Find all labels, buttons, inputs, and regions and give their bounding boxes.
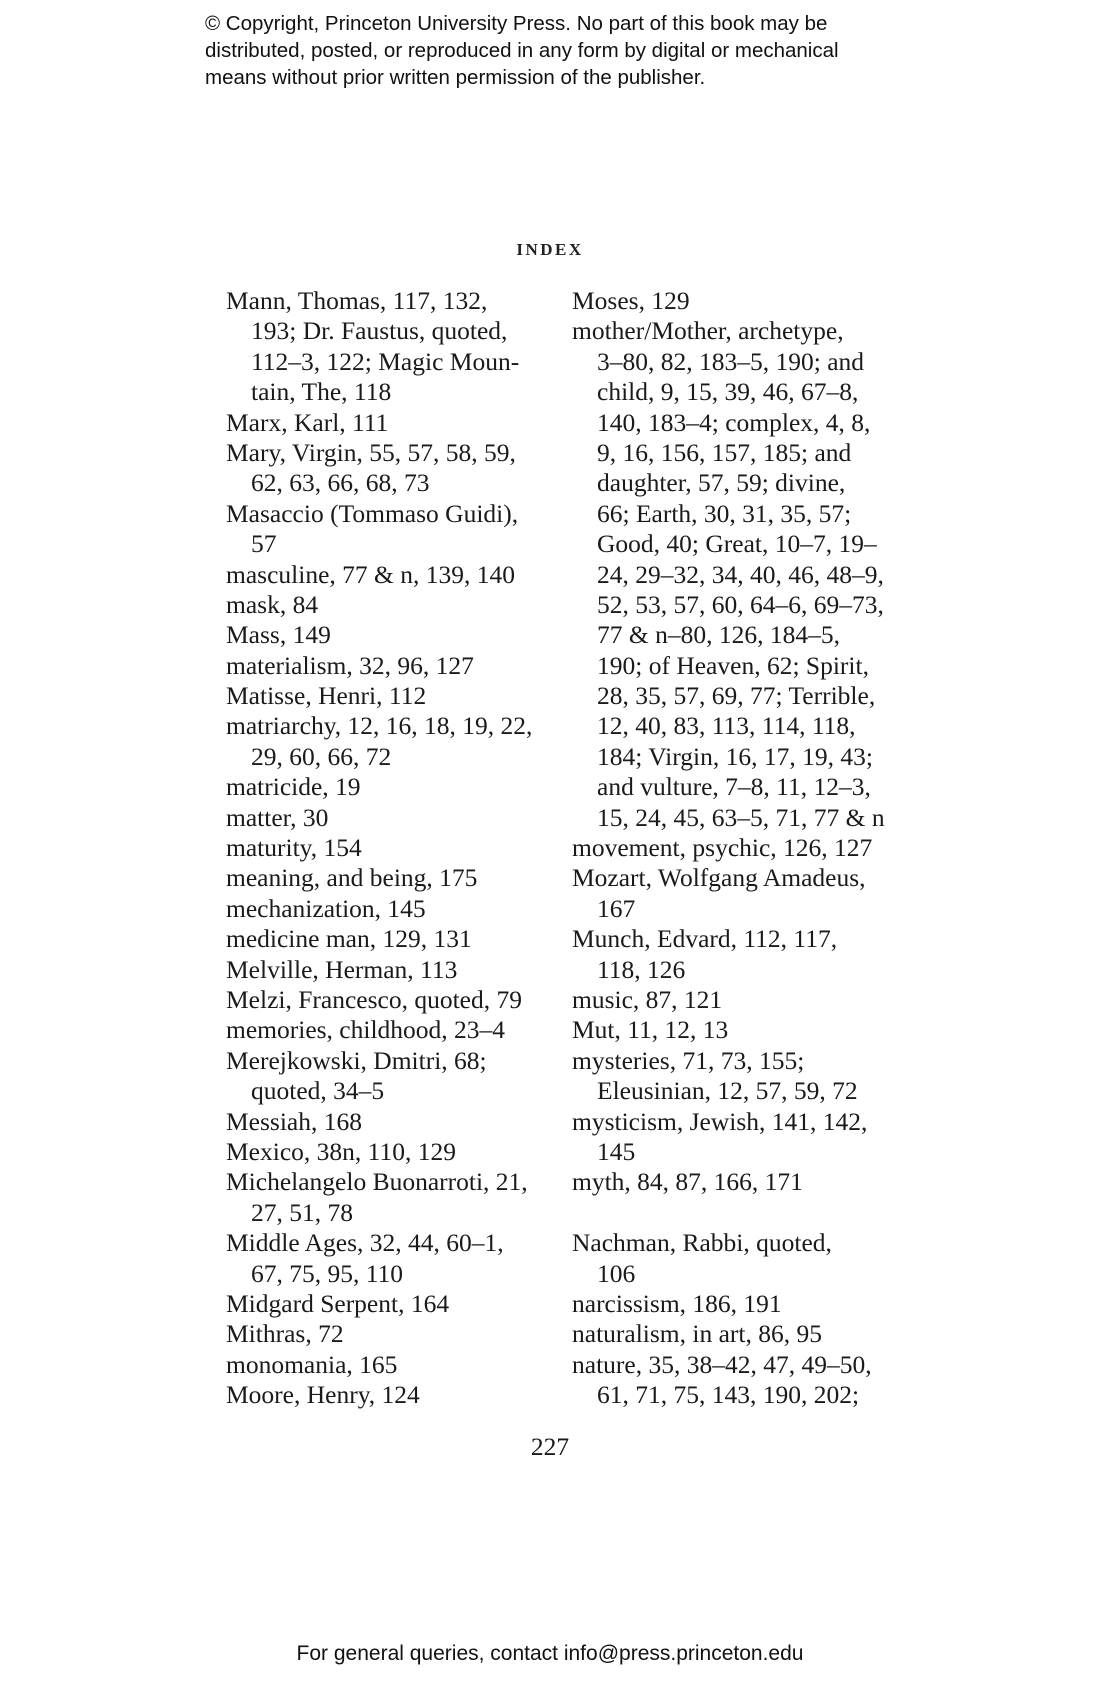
copyright-line: means without prior written permission of the publisher. [205, 66, 706, 89]
index-entry-line: narcissism, 186, 191 [572, 1288, 782, 1318]
index-subentry-line: and vulture, 7–8, 11, 12–3, [597, 772, 871, 802]
index-subentry-line: Good, 40; Great, 10–7, 19– [597, 529, 877, 559]
index-subentry-line: tain, The, 118 [251, 377, 392, 407]
index-column-left [226, 286, 566, 1410]
index-entry-line: naturalism, in art, 86, 95 [572, 1319, 822, 1349]
index-entry-line: Middle Ages, 32, 44, 60–1, [226, 1228, 504, 1258]
index-subentry-line: 66; Earth, 30, 31, 35, 57; [597, 498, 852, 528]
index-entry-line: Michelangelo Buonarroti, 21, [226, 1167, 528, 1197]
index-subentry-line: 3–80, 82, 183–5, 190; and [597, 346, 865, 376]
index-subentry-line: 112–3, 122; Magic Moun- [251, 346, 520, 376]
index-subentry-line: 24, 29–32, 34, 40, 46, 48–9, [597, 559, 884, 589]
index-entry-line: Matisse, Henri, 112 [226, 681, 427, 711]
index-entry-line: Midgard Serpent, 164 [226, 1288, 450, 1318]
index-subentry-line: 190; of Heaven, 62; Spirit, [597, 650, 869, 680]
index-entry-line: nature, 35, 38–42, 47, 49–50, [572, 1349, 872, 1379]
index-entry-line: monomania, 165 [226, 1349, 398, 1379]
index-entry-line: Mass, 149 [226, 620, 331, 650]
index-subentry-line: 61, 71, 75, 143, 190, 202; [597, 1380, 860, 1410]
index-subentry-line: 145 [597, 1136, 636, 1166]
index-entry-line: mechanization, 145 [226, 893, 426, 923]
index-entry-line: matriarchy, 12, 16, 18, 19, 22, [226, 711, 533, 741]
index-subentry-line: 15, 24, 45, 63–5, 71, 77 & n [597, 802, 885, 832]
index-entry-line: Mary, Virgin, 55, 57, 58, 59, [226, 437, 516, 467]
index-entry-line: mysticism, Jewish, 141, 142, [572, 1106, 868, 1136]
index-subentry-line: 77 & n–80, 126, 184–5, [597, 620, 840, 650]
index-entry-line: Nachman, Rabbi, quoted, [572, 1228, 832, 1258]
index-subentry-line: 167 [597, 893, 636, 923]
index-subentry-line: 184; Virgin, 16, 17, 19, 43; [597, 741, 873, 771]
index-entry-line: Merejkowski, Dmitri, 68; [226, 1045, 487, 1075]
index-subentry-line: child, 9, 15, 39, 46, 67–8, [597, 377, 859, 407]
index-entry-line: Mut, 11, 12, 13 [572, 1015, 729, 1045]
index-subentry-line: 67, 75, 95, 110 [251, 1258, 404, 1288]
page-title: INDEX [516, 240, 584, 259]
index-entry-line: medicine man, 129, 131 [226, 924, 472, 954]
copyright-line: distributed, posted, or reproduced in any form by digital or mechanical [205, 39, 839, 62]
index-entry-line: Moore, Henry, 124 [226, 1380, 420, 1410]
index-subentry-line: 12, 40, 83, 113, 114, 118, [597, 711, 856, 741]
index-entry-line [572, 1198, 912, 1228]
index-subentry-line: 52, 53, 57, 60, 64–6, 69–73, [597, 589, 884, 619]
copyright-line: © Copyright, Princeton University Press. No part of this book may be [205, 12, 828, 35]
page-number: 227 [530, 1432, 570, 1461]
copyright-notice [205, 10, 925, 91]
index-entry-line: movement, psychic, 126, 127 [572, 833, 873, 863]
index-entry-line: memories, childhood, 23–4 [226, 1015, 506, 1045]
index-entry-line: music, 87, 121 [572, 984, 723, 1014]
index-subentry-line: Eleusinian, 12, 57, 59, 72 [597, 1076, 858, 1106]
index-entry-line: Marx, Karl, 111 [226, 407, 389, 437]
index-subentry-line: 29, 60, 66, 72 [251, 741, 392, 771]
index-entry-line: Munch, Edvard, 112, 117, [572, 924, 838, 954]
index-subentry-line: 9, 16, 156, 157, 185; and [597, 437, 852, 467]
index-subentry-line: 62, 63, 66, 68, 73 [251, 468, 430, 498]
index-entry-line: mask, 84 [226, 589, 319, 619]
index-entry-line: Mann, Thomas, 117, 132, [226, 286, 488, 315]
index-entry-line: matter, 30 [226, 802, 329, 832]
index-subentry-line: 27, 51, 78 [251, 1197, 353, 1227]
index-entry-line: Melville, Herman, 113 [226, 954, 458, 984]
contact-footer: For general queries, contact info@press.princeton.edu [296, 1642, 804, 1665]
index-entry-line: Mithras, 72 [226, 1319, 344, 1349]
index-entry-line: Melzi, Francesco, quoted, 79 [226, 984, 523, 1014]
index-entry-line: Messiah, 168 [226, 1106, 362, 1136]
index-subentry-line: quoted, 34–5 [251, 1076, 385, 1106]
index-entry-line: Masaccio (Tommaso Guidi), [226, 498, 519, 528]
index-entry-line: masculine, 77 & n, 139, 140 [226, 559, 515, 589]
index-entry-line: maturity, 154 [226, 833, 362, 863]
index-subentry-line: 57 [251, 529, 277, 559]
index-subentry-line: 28, 35, 57, 69, 77; Terrible, [597, 681, 876, 711]
index-entry-line: materialism, 32, 96, 127 [226, 650, 474, 680]
index-subentry-line: 193; Dr. Faustus, quoted, [251, 316, 508, 346]
index-entry-line: Moses, 129 [572, 286, 690, 315]
index-entry-line: myth, 84, 87, 166, 171 [572, 1167, 803, 1197]
index-entry-line: matricide, 19 [226, 772, 361, 802]
index-entry-line: Mozart, Wolfgang Amadeus, [572, 863, 866, 893]
index-subentry-line: 140, 183–4; complex, 4, 8, [597, 407, 871, 437]
index-entry-line: mysteries, 71, 73, 155; [572, 1045, 805, 1075]
index-subentry-line: 118, 126 [597, 954, 686, 984]
index-subentry-line: 106 [597, 1258, 636, 1288]
index-entry-line: Mexico, 38n, 110, 129 [226, 1136, 456, 1166]
index-entry-line: mother/Mother, archetype, [572, 316, 844, 346]
index-column-right [572, 286, 912, 1410]
index-subentry-line: daughter, 57, 59; divine, [597, 468, 846, 498]
index-entry-line: meaning, and being, 175 [226, 863, 478, 893]
